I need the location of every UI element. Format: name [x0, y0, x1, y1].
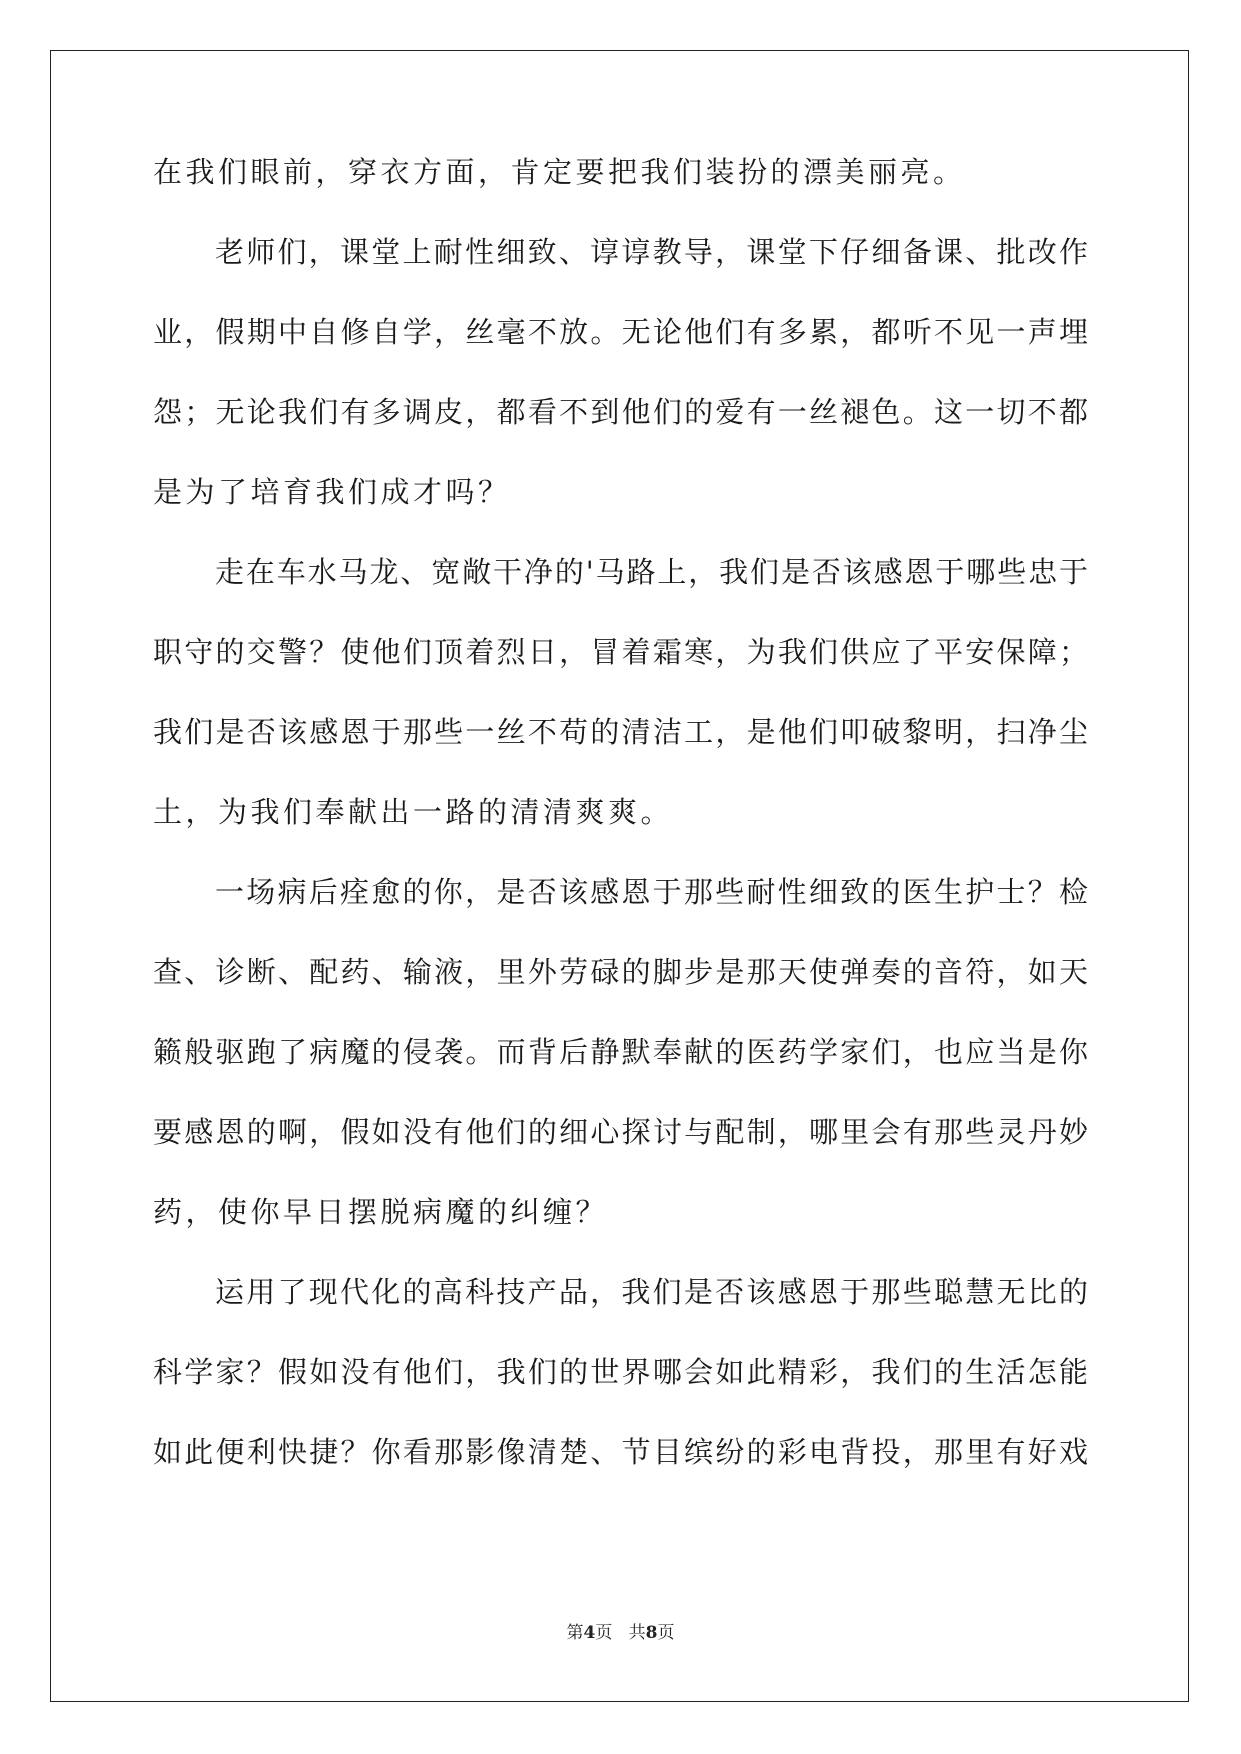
text-line: 业，假期中自修自学，丝毫不放。无论他们有多累，都听不见一声埋: [153, 315, 1088, 349]
text-line: 查、诊断、配药、输液，里外劳碌的脚步是那天使弹奏的音符，如天: [153, 955, 1088, 989]
text-line: 是为了培育我们成才吗？: [153, 475, 511, 509]
current-page-number: 4: [583, 1623, 596, 1643]
text-line: 在我们眼前，穿衣方面，肯定要把我们装扮的漂美丽亮。: [153, 155, 966, 189]
footer-middle: 页 共: [595, 1623, 646, 1643]
text-line: 土，为我们奉献出一路的清清爽爽。: [153, 795, 674, 829]
paragraph-first-line: 运用了现代化的高科技产品，我们是否该感恩于那些聪慧无比的: [215, 1275, 1088, 1309]
footer-prefix: 第: [566, 1623, 584, 1643]
text-line: 要感恩的啊，假如没有他们的细心探讨与配制，哪里会有那些灵丹妙: [153, 1115, 1088, 1149]
page-footer: [0, 1618, 1241, 1643]
text-line: 怨；无论我们有多调皮，都看不到他们的爱有一丝褪色。这一切不都: [153, 395, 1088, 429]
footer-suffix: 页: [657, 1623, 675, 1643]
text-line: 职守的交警？使他们顶着烈日，冒着霜寒，为我们供应了平安保障；: [153, 635, 1088, 669]
paragraph-first-line: 走在车水马龙、宽敞干净的'马路上，我们是否该感恩于哪些忠于: [215, 555, 1088, 589]
text-line: 籁般驱跑了病魔的侵袭。而背后静默奉献的医药学家们，也应当是你: [153, 1035, 1088, 1069]
text-line: 我们是否该感恩于那些一丝不苟的清洁工，是他们叩破黎明，扫净尘: [153, 715, 1088, 749]
paragraph-first-line: 老师们，课堂上耐性细致、谆谆教导，课堂下仔细备课、批改作: [215, 235, 1088, 269]
total-page-number: 8: [645, 1623, 658, 1643]
text-line: 药，使你早日摆脱病魔的纠缠？: [153, 1195, 609, 1229]
text-line: 如此便利快捷？你看那影像清楚、节目缤纷的彩电背投，那里有好戏: [153, 1435, 1088, 1469]
text-line: 科学家？假如没有他们，我们的世界哪会如此精彩，我们的生活怎能: [153, 1355, 1088, 1389]
paragraph-first-line: 一场病后痊愈的你，是否该感恩于那些耐性细致的医生护士？检: [215, 875, 1088, 909]
